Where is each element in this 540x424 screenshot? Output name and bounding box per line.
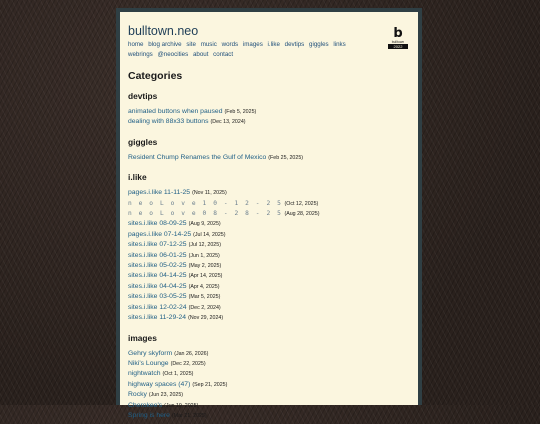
post-date: (Apr 14, 2025) (188, 273, 223, 280)
post-date: (Apr 4, 2025) (188, 283, 220, 290)
post-item (128, 199, 418, 209)
post-item (128, 219, 418, 229)
post-link[interactable]: n e o L o v e 1 0 - 1 2 - 2 5 (128, 199, 283, 207)
post-link[interactable]: Rocky (128, 391, 147, 399)
post-item (128, 271, 418, 281)
category-i-like (128, 172, 418, 323)
main-nav (128, 40, 378, 59)
site-logo[interactable] (388, 28, 408, 50)
post-link[interactable]: sites.i.like 05-02-25 (128, 262, 187, 270)
post-date: (Jun 23, 2025) (148, 392, 184, 399)
post-link[interactable]: sites.i.like 12-02-24 (128, 303, 187, 311)
post-item (128, 153, 418, 163)
nav-link-devtips[interactable]: devtips (284, 41, 305, 48)
post-date: (Mar 21, 2025) (171, 412, 207, 419)
post-link[interactable]: Spring is here (128, 411, 170, 419)
post-link[interactable]: n e o L o v e 0 8 - 2 8 - 2 5 (128, 210, 283, 218)
post-item (128, 251, 418, 261)
nav-link-music[interactable]: music (200, 41, 217, 48)
post-date: (Aug 9, 2025) (188, 221, 221, 228)
main-content (128, 70, 418, 424)
nav-link-blog-archive[interactable]: blog archive (148, 41, 182, 48)
post-item (128, 209, 418, 219)
category-devtips (128, 91, 418, 128)
post-link[interactable]: sites.i.like 08-09-25 (128, 220, 187, 228)
post-item (128, 188, 418, 198)
post-link[interactable]: Cherokee's (128, 401, 163, 409)
post-item (128, 303, 418, 313)
nav-link-links[interactable]: links (333, 41, 346, 48)
post-link[interactable]: dealing with 88x33 buttons (128, 118, 209, 126)
category-list (128, 91, 418, 421)
post-link[interactable]: pages.i.like 11-11-25 (128, 189, 191, 197)
post-item (128, 107, 418, 117)
post-date: (Oct 1, 2025) (162, 371, 194, 378)
logo-letter: b (393, 26, 403, 41)
post-link[interactable]: sites.i.like 03-05-25 (128, 293, 187, 301)
nav-link-about[interactable]: about (192, 50, 209, 58)
post-item (128, 230, 418, 240)
category-heading: giggles (128, 136, 158, 147)
post-link[interactable]: pages.i.like 07-14-25 (128, 230, 192, 238)
post-item (128, 359, 418, 369)
logo-name: bulltown (391, 40, 405, 44)
post-item (128, 261, 418, 271)
post-link[interactable]: Niki's Lounge (128, 359, 169, 367)
post-link[interactable]: Gehry skyform (128, 349, 173, 357)
nav-link-home[interactable]: home (128, 41, 144, 48)
post-link[interactable]: Resident Chump Renames the Gulf of Mexico (128, 153, 267, 161)
post-link[interactable]: sites.i.like 04-04-25 (128, 282, 187, 290)
post-date: (Nov 11, 2025) (192, 190, 227, 197)
post-date: (Jan 26, 2026) (174, 350, 209, 357)
post-link[interactable]: highway spaces (47) (128, 380, 191, 388)
category-giggles (128, 137, 418, 163)
site-title[interactable]: bulltown.neo (128, 24, 199, 38)
post-date: (Aug 28, 2025) (284, 211, 320, 218)
nav-link-webrings[interactable]: webrings (128, 50, 153, 58)
nav-link-i-like[interactable]: i.like (267, 41, 280, 48)
post-link[interactable]: sites.i.like 07-12-25 (128, 241, 187, 249)
post-date: (Feb 5, 2025) (224, 109, 257, 115)
post-link[interactable]: sites.i.like 06-01-25 (128, 251, 187, 259)
category-images (128, 333, 418, 422)
page-container (116, 8, 422, 419)
page-title: Categories (128, 70, 183, 82)
post-date: (Jul 14, 2025) (193, 231, 226, 238)
post-item (128, 313, 418, 323)
post-item (128, 369, 418, 379)
post-item (128, 240, 418, 250)
post-date: (Nov 29, 2024) (188, 315, 224, 322)
nav-link-giggles[interactable]: giggles (309, 41, 329, 48)
post-link[interactable]: nightwatch (128, 370, 161, 378)
nav-link-contact[interactable]: contact (213, 50, 234, 58)
post-item (128, 349, 418, 359)
category-heading: devtips (128, 91, 158, 101)
post-link[interactable]: sites.i.like 11-29-24 (128, 314, 187, 322)
post-date: (Feb 25, 2025) (268, 154, 304, 161)
post-item (128, 390, 418, 400)
post-item (128, 401, 418, 411)
logo-year: 2022 (388, 44, 408, 49)
post-date: (Jun 19, 2025) (164, 402, 199, 409)
post-date: (Dec 22, 2025) (170, 360, 206, 367)
category-heading: i.like (128, 172, 147, 183)
post-date: (Oct 12, 2025) (284, 200, 319, 207)
post-date: (Mar 5, 2025) (188, 294, 221, 301)
nav-link-words[interactable]: words (221, 41, 239, 48)
post-link[interactable]: sites.i.like 04-14-25 (128, 272, 187, 280)
post-item (128, 282, 418, 292)
nav-link-site[interactable]: site (186, 41, 196, 48)
post-date: (Sep 21, 2025) (192, 381, 228, 388)
post-date: (Dec 2, 2024) (188, 304, 221, 311)
nav-link-images[interactable]: images (242, 41, 263, 48)
post-item (128, 380, 418, 390)
post-link[interactable]: animated buttons when paused (128, 108, 223, 115)
post-date: (Jun 1, 2025) (188, 252, 220, 259)
post-item (128, 411, 418, 421)
post-item (128, 292, 418, 302)
post-item (128, 117, 418, 127)
nav-link-neocities[interactable]: @neocities (157, 50, 189, 58)
post-date: (May 2, 2025) (188, 263, 222, 270)
post-date: (Jul 12, 2025) (188, 242, 221, 249)
post-date: (Dec 13, 2024) (210, 119, 246, 126)
category-heading: images (128, 332, 157, 343)
